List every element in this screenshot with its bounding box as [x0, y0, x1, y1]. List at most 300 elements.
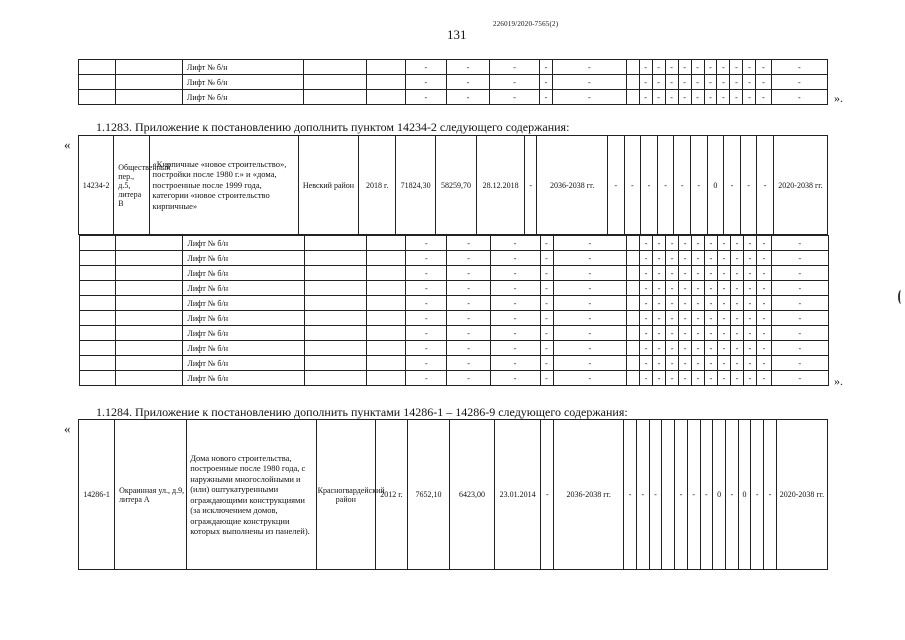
cell-value-2: 6423,00 — [450, 420, 495, 570]
cell-final-period: 2020-2038 гг. — [773, 136, 827, 235]
lift-cell — [116, 296, 183, 311]
lift-cell: - — [665, 60, 678, 75]
lift-cell: - — [717, 281, 730, 296]
cell-lift-label: Лифт № б/н — [183, 251, 304, 266]
lift-cell: - — [691, 60, 704, 75]
lift-cell — [79, 371, 116, 386]
lift-cell: - — [691, 90, 704, 105]
lift-cell: - — [490, 236, 540, 251]
cell-work: - — [657, 136, 674, 235]
cell-lift-label: Лифт № б/н — [183, 356, 304, 371]
cell-value-2: 58259,70 — [435, 136, 476, 235]
lift-cell: - — [704, 90, 717, 105]
lift-cell — [79, 90, 116, 105]
lift-cell: - — [406, 311, 447, 326]
section-heading-1284: 1.1284. Приложение к постановлению дополнить пунктами 14286-1 – 14286-9 следующего содержания: — [96, 405, 628, 419]
lift-cell — [366, 90, 405, 105]
lift-cell: - — [679, 371, 692, 386]
cell-work: 0 — [713, 420, 726, 570]
lift-cell — [366, 60, 405, 75]
scan-mark — [898, 290, 904, 304]
lift-row — [79, 281, 828, 296]
lift-cell: - — [730, 311, 743, 326]
lift-row — [79, 251, 828, 266]
lift-cell: - — [640, 281, 653, 296]
lift-cell: - — [756, 356, 771, 371]
lift-cell — [367, 251, 406, 266]
lift-cell — [304, 90, 367, 105]
lift-cell — [116, 236, 183, 251]
lift-cell: - — [639, 90, 652, 105]
closing-quote: ». — [834, 91, 843, 105]
lift-cell: - — [540, 75, 553, 90]
lift-cell — [116, 326, 183, 341]
lift-cell: - — [553, 311, 627, 326]
lift-cell: - — [756, 281, 771, 296]
lift-cell: - — [756, 326, 771, 341]
lift-rows-table — [79, 235, 829, 386]
lift-cell — [79, 326, 116, 341]
lift-cell — [367, 371, 406, 386]
lift-cell: - — [730, 75, 743, 90]
cell-value-1: 7652,10 — [407, 420, 449, 570]
lift-cell: - — [717, 296, 730, 311]
lift-cell: - — [678, 90, 691, 105]
cell-lift-label: Лифт № б/н — [183, 326, 304, 341]
lift-cell: - — [490, 90, 540, 105]
lift-cell — [627, 296, 640, 311]
lift-cell: - — [743, 266, 756, 281]
lift-cell: - — [553, 60, 627, 75]
lift-row — [79, 75, 828, 90]
lift-cell: - — [446, 90, 489, 105]
lift-cell — [304, 251, 367, 266]
lift-cell: - — [717, 341, 730, 356]
lift-cell: - — [679, 356, 692, 371]
lift-cell — [116, 356, 183, 371]
cell-dash: - — [525, 136, 537, 235]
lift-cell: - — [540, 326, 553, 341]
lift-cell: - — [743, 311, 756, 326]
lift-cell: - — [678, 60, 691, 75]
lift-cell: - — [490, 75, 540, 90]
lift-cell — [627, 356, 640, 371]
lift-cell: - — [743, 371, 756, 386]
lift-cell: - — [772, 326, 828, 341]
lift-row — [79, 311, 828, 326]
lift-cell: - — [640, 296, 653, 311]
lift-cell — [367, 281, 406, 296]
lift-cell: - — [743, 341, 756, 356]
lift-cell: - — [772, 296, 828, 311]
lift-cell — [79, 60, 116, 75]
lift-cell: - — [406, 296, 447, 311]
cell-work: - — [675, 420, 688, 570]
lift-cell: - — [639, 75, 652, 90]
section-heading-1283: 1.1283. Приложение к постановлению дополнить пунктом 14234-2 следующего содержания: — [96, 120, 570, 134]
lift-cell — [627, 266, 640, 281]
lift-cell — [304, 296, 367, 311]
lift-cell: - — [447, 326, 490, 341]
lift-cell: - — [446, 60, 489, 75]
cell-district: Красногвардейский район — [316, 420, 375, 570]
lift-cell: - — [756, 60, 771, 75]
lift-row — [79, 371, 828, 386]
lift-cell: - — [679, 236, 692, 251]
lift-cell: - — [705, 371, 718, 386]
lift-cell: - — [743, 356, 756, 371]
lift-cell: - — [730, 60, 743, 75]
lift-cell: - — [666, 296, 679, 311]
cell-work: - — [725, 420, 738, 570]
lift-row — [79, 296, 828, 311]
cell-lift-label: Лифт № б/н — [183, 341, 304, 356]
lift-cell — [116, 371, 183, 386]
cell-year: 2012 г. — [376, 420, 408, 570]
lift-cell: - — [553, 75, 627, 90]
lift-cell: - — [743, 90, 756, 105]
cell-date: 23.01.2014 — [494, 420, 541, 570]
lift-cell: - — [730, 371, 743, 386]
lift-cell: - — [553, 251, 627, 266]
lift-cell: - — [705, 356, 718, 371]
lift-cell: - — [717, 251, 730, 266]
lift-cell: - — [772, 371, 828, 386]
lift-cell: - — [772, 311, 828, 326]
cell-lift-label: Лифт № б/н — [182, 90, 303, 105]
lift-cell — [367, 236, 406, 251]
lift-cell — [79, 296, 116, 311]
cell-work: - — [674, 136, 691, 235]
lift-cell: - — [756, 251, 771, 266]
cell-lift-label: Лифт № б/н — [183, 311, 304, 326]
cell-work: - — [724, 136, 741, 235]
lift-cell: - — [772, 356, 828, 371]
lift-cell: - — [447, 356, 490, 371]
lift-cell — [627, 281, 640, 296]
cell-work: 0 — [707, 136, 724, 235]
cell-lift-label: Лифт № б/н — [182, 75, 303, 90]
lift-cell: - — [743, 326, 756, 341]
lift-cell: - — [540, 371, 553, 386]
lift-cell: - — [406, 266, 447, 281]
lift-cell: - — [540, 266, 553, 281]
lift-cell: - — [447, 371, 490, 386]
lift-cell: - — [406, 281, 447, 296]
lift-cell: - — [406, 341, 447, 356]
lift-cell — [304, 236, 367, 251]
cell-work — [662, 420, 675, 570]
lift-cell: - — [405, 60, 446, 75]
lift-cell: - — [553, 341, 627, 356]
lift-cell: - — [653, 371, 666, 386]
lift-cell: - — [730, 251, 743, 266]
lift-row — [79, 266, 828, 281]
lift-cell: - — [540, 251, 553, 266]
cell-work: - — [636, 420, 649, 570]
lift-cell: - — [717, 90, 730, 105]
lift-cell — [79, 251, 116, 266]
lift-cell — [116, 311, 183, 326]
cell-number: 14286-1 — [79, 420, 115, 570]
lift-cell: - — [665, 75, 678, 90]
lift-cell: - — [447, 236, 490, 251]
lift-cell: - — [678, 75, 691, 90]
cell-address: Общественный пер., д.5, литера В — [114, 136, 149, 235]
lift-cell — [367, 266, 406, 281]
cell-lift-label: Лифт № б/н — [183, 266, 304, 281]
lift-cell: - — [756, 371, 771, 386]
lift-cell — [627, 251, 640, 266]
lift-rows-container — [79, 235, 828, 387]
lift-cell: - — [705, 311, 718, 326]
lift-cell: - — [705, 341, 718, 356]
table-row-main — [79, 136, 828, 235]
cell-lift-label: Лифт № б/н — [182, 60, 303, 75]
lift-cell: - — [666, 341, 679, 356]
lift-cell: - — [771, 75, 827, 90]
lift-cell: - — [490, 251, 540, 266]
lift-cell: - — [640, 236, 653, 251]
lift-cell: - — [406, 356, 447, 371]
lift-cell: - — [730, 281, 743, 296]
lift-cell — [304, 311, 367, 326]
lift-cell: - — [553, 296, 627, 311]
lift-cell: - — [772, 266, 828, 281]
lift-cell: - — [540, 281, 553, 296]
cell-description: Дома нового строительства, построенные после 1980 года, с наружными многослойными и (или) оштукатуренными ограждающими конструкциями (за исключением домов, ограждающие конструкции которых выполнены из панелей). — [187, 420, 316, 570]
table-row-main — [79, 420, 828, 570]
closing-quote: ». — [834, 374, 843, 388]
cell-lift-label: Лифт № б/н — [183, 281, 304, 296]
lift-cell: - — [652, 75, 665, 90]
lift-cell: - — [705, 251, 718, 266]
lift-cell: - — [553, 326, 627, 341]
continuation-table — [78, 59, 828, 105]
lift-cell — [367, 326, 406, 341]
lift-cell: - — [640, 311, 653, 326]
lift-cell: - — [692, 356, 705, 371]
lift-cell: - — [679, 281, 692, 296]
lift-cell: - — [653, 236, 666, 251]
lift-cell: - — [743, 236, 756, 251]
page-number: 131 — [447, 27, 467, 42]
lift-cell: - — [666, 236, 679, 251]
lift-cell: - — [666, 266, 679, 281]
lift-cell: - — [540, 341, 553, 356]
lift-cell — [627, 311, 640, 326]
cell-work: - — [757, 136, 774, 235]
lift-cell: - — [756, 296, 771, 311]
lift-cell: - — [772, 236, 828, 251]
cell-work: - — [700, 420, 713, 570]
lift-cell: - — [490, 371, 540, 386]
document-stamp: 226019/2020-7565(2) — [493, 20, 559, 28]
lift-cell: - — [653, 356, 666, 371]
lift-cell: - — [743, 281, 756, 296]
lift-cell: - — [717, 266, 730, 281]
lift-cell: - — [553, 236, 627, 251]
lift-cell — [304, 356, 367, 371]
cell-work: - — [641, 136, 658, 235]
lift-cell: - — [490, 311, 540, 326]
lift-cell: - — [640, 371, 653, 386]
lift-cell: - — [771, 60, 827, 75]
opening-quote: « — [64, 137, 71, 152]
lift-cell — [367, 296, 406, 311]
lift-cell: - — [405, 75, 446, 90]
cell-lift-label: Лифт № б/н — [183, 236, 304, 251]
lift-cell — [79, 236, 116, 251]
cell-work: - — [740, 136, 757, 235]
lift-cell: - — [553, 281, 627, 296]
lift-cell — [626, 75, 639, 90]
cell-number: 14234-2 — [79, 136, 114, 235]
lift-cell: - — [640, 266, 653, 281]
lift-cell: - — [692, 326, 705, 341]
lift-cell — [79, 311, 116, 326]
lift-cell: - — [447, 311, 490, 326]
cell-date: 28.12.2018 — [477, 136, 525, 235]
lift-cell — [79, 281, 116, 296]
lift-cell: - — [490, 341, 540, 356]
lift-cell: - — [705, 296, 718, 311]
lift-cell: - — [717, 356, 730, 371]
lift-cell: - — [756, 266, 771, 281]
lift-cell: - — [743, 296, 756, 311]
lift-cell: - — [717, 236, 730, 251]
lift-cell — [366, 75, 405, 90]
lift-cell: - — [490, 60, 540, 75]
lift-cell — [304, 281, 367, 296]
lift-cell: - — [679, 311, 692, 326]
lift-cell: - — [447, 251, 490, 266]
lift-cell: - — [490, 356, 540, 371]
lift-cell: - — [692, 371, 705, 386]
lift-cell: - — [653, 341, 666, 356]
cell-year: 2018 г. — [359, 136, 396, 235]
lift-cell — [79, 356, 116, 371]
lift-cell: - — [730, 356, 743, 371]
cell-dash: - — [541, 420, 554, 570]
cell-period: 2036-2038 гг. — [554, 420, 624, 570]
lift-cell: - — [705, 326, 718, 341]
lift-cell: - — [540, 296, 553, 311]
lift-cell: - — [652, 60, 665, 75]
lift-cell: - — [692, 236, 705, 251]
lift-cell: - — [406, 236, 447, 251]
lift-cell — [304, 266, 367, 281]
lift-cell: - — [704, 60, 717, 75]
lift-cell: - — [679, 296, 692, 311]
lift-rows-wrapper — [79, 235, 828, 387]
lift-cell: - — [666, 371, 679, 386]
cell-final-period: 2020-2038 гг. — [776, 420, 827, 570]
cell-description: «Кирпичные «новое строительство», постройки после 1980 г.» и «дома, построенные после 1999 года, категории «новое строительство кирпичные» — [149, 136, 298, 235]
lift-cell — [304, 341, 367, 356]
lift-cell: - — [692, 281, 705, 296]
lift-cell — [116, 266, 183, 281]
lift-cell: - — [447, 266, 490, 281]
lift-cell: - — [756, 90, 771, 105]
lift-cell: - — [639, 60, 652, 75]
cell-work: 0 — [738, 420, 751, 570]
lift-cell — [116, 251, 183, 266]
cell-work: - — [607, 136, 624, 235]
lift-cell: - — [730, 236, 743, 251]
lift-cell: - — [447, 341, 490, 356]
lift-cell — [626, 60, 639, 75]
lift-cell — [116, 281, 183, 296]
lift-cell: - — [446, 75, 489, 90]
lift-cell: - — [717, 75, 730, 90]
lift-cell: - — [756, 236, 771, 251]
lift-cell: - — [679, 326, 692, 341]
lift-cell — [79, 341, 116, 356]
lift-cell: - — [743, 251, 756, 266]
lift-cell: - — [653, 326, 666, 341]
lift-cell: - — [540, 311, 553, 326]
lift-cell: - — [717, 60, 730, 75]
lift-cell — [304, 326, 367, 341]
lift-cell: - — [490, 281, 540, 296]
lift-cell: - — [653, 281, 666, 296]
section-1283-table — [78, 135, 828, 386]
lift-row — [79, 236, 828, 251]
lift-cell — [626, 90, 639, 105]
lift-cell: - — [540, 90, 553, 105]
lift-cell: - — [705, 281, 718, 296]
section-1284-table — [78, 419, 828, 570]
lift-cell: - — [756, 311, 771, 326]
lift-cell: - — [730, 90, 743, 105]
lift-cell: - — [553, 90, 627, 105]
lift-cell: - — [705, 266, 718, 281]
lift-cell: - — [553, 266, 627, 281]
lift-cell — [627, 236, 640, 251]
lift-cell: - — [653, 251, 666, 266]
lift-cell: - — [640, 341, 653, 356]
cell-address: Окраинная ул., д.9, литера А — [115, 420, 187, 570]
lift-cell: - — [405, 90, 446, 105]
lift-cell — [79, 75, 116, 90]
lift-cell: - — [679, 341, 692, 356]
lift-cell: - — [447, 296, 490, 311]
lift-cell: - — [553, 371, 627, 386]
lift-cell: - — [704, 75, 717, 90]
lift-cell: - — [743, 75, 756, 90]
lift-cell: - — [490, 296, 540, 311]
lift-cell — [367, 356, 406, 371]
lift-cell: - — [540, 236, 553, 251]
cell-work: - — [624, 136, 641, 235]
lift-cell: - — [406, 371, 447, 386]
lift-cell: - — [730, 296, 743, 311]
cell-work: - — [751, 420, 764, 570]
lift-cell — [115, 75, 182, 90]
lift-cell: - — [540, 356, 553, 371]
lift-cell: - — [406, 326, 447, 341]
lift-cell: - — [653, 266, 666, 281]
lift-cell — [115, 60, 182, 75]
lift-cell: - — [730, 326, 743, 341]
lift-cell: - — [490, 326, 540, 341]
cell-work: - — [649, 420, 662, 570]
lift-cell: - — [653, 296, 666, 311]
lift-row — [79, 90, 828, 105]
lift-cell: - — [692, 296, 705, 311]
lift-cell — [304, 75, 367, 90]
